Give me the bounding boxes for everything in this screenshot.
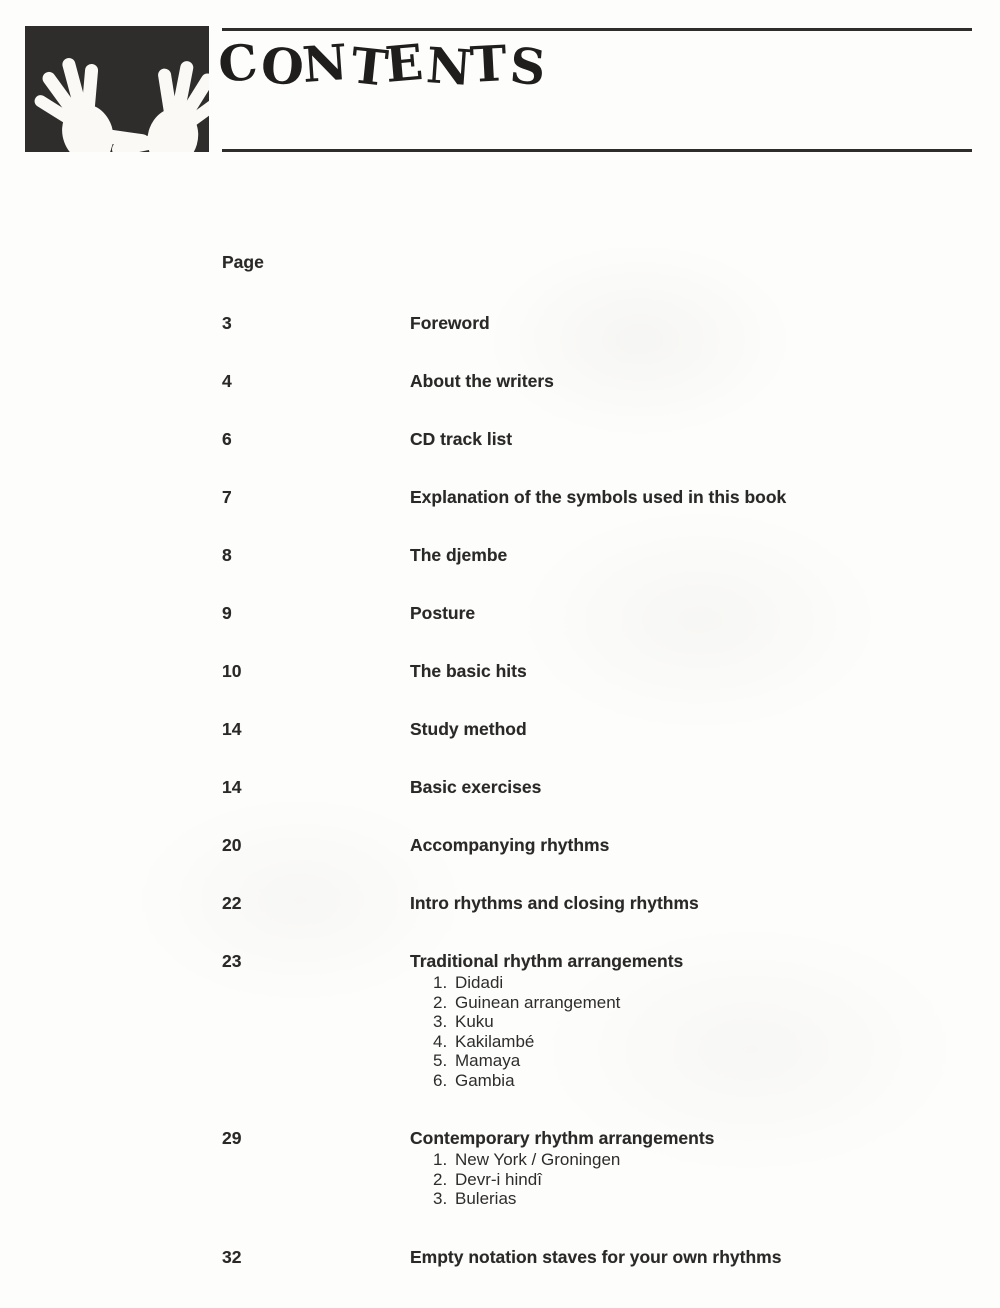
toc-entry [222, 719, 967, 739]
toc-entry-title: Traditional rhythm arrangements [410, 951, 684, 971]
toc-entry-body [410, 661, 967, 681]
page-title-graphic [215, 32, 550, 98]
toc-entry-title: Intro rhythms and closing rhythms [410, 893, 699, 913]
header-rule-bottom [222, 149, 972, 152]
toc-entry-body [410, 1247, 967, 1267]
toc-sub-item-title: Gambia [455, 1070, 515, 1090]
toc-entry-body [410, 951, 967, 1090]
toc-list [222, 313, 967, 1267]
toc-entry [222, 777, 967, 797]
toc-sub-item-title: Guinean arrangement [455, 992, 621, 1012]
toc-page-number: 20 [222, 835, 242, 855]
toc-sub-item-number: 2. [433, 1169, 448, 1189]
page-title: CONTENTS [215, 32, 549, 98]
toc-entry-title: Contemporary rhythm arrangements [410, 1128, 715, 1148]
toc-page-number: 32 [222, 1246, 242, 1267]
toc-entry-body [410, 893, 967, 913]
toc-sub-item-number: 1. [433, 973, 448, 992]
toc-entry-title: About the writers [410, 371, 554, 391]
hands-logo [25, 26, 209, 152]
toc-entry-body [410, 603, 967, 623]
toc-sub-item [433, 1012, 967, 1032]
toc-entry-body [410, 835, 967, 855]
toc-sub-item [433, 1051, 967, 1071]
toc-sub-item-title: Devr-i hindî [455, 1169, 542, 1189]
toc-sub-item-title: Kuku [455, 1012, 494, 1031]
toc-page-number: 3 [222, 313, 232, 333]
toc-sub-item [433, 1189, 967, 1209]
table-of-contents [222, 252, 967, 1305]
toc-sub-list [410, 1150, 967, 1209]
toc-entry-title: The djembe [410, 545, 508, 565]
toc-entry [222, 487, 967, 507]
toc-sub-item-title: New York / Groningen [455, 1150, 621, 1169]
toc-page-number: 10 [222, 661, 242, 681]
toc-page-number: 8 [222, 545, 232, 565]
toc-entry-title: Basic exercises [410, 777, 542, 797]
toc-entry-title: The basic hits [410, 661, 527, 681]
toc-sub-item [433, 1071, 967, 1091]
toc-entry-title: Empty notation staves for your own rhythms [410, 1246, 782, 1267]
toc-entry-title: Foreword [410, 313, 490, 333]
toc-entry [222, 313, 967, 333]
page-column-header: Page [222, 252, 264, 272]
toc-sub-item-number: 4. [433, 1031, 448, 1051]
toc-entry [222, 1247, 967, 1267]
toc-page-number: 4 [222, 371, 232, 391]
toc-sub-item [433, 1032, 967, 1052]
hands-logo-graphic [25, 26, 209, 152]
toc-entry [222, 951, 967, 1090]
toc-page-number: 23 [222, 951, 242, 971]
toc-entry-title: CD track list [410, 429, 513, 449]
toc-sub-item [433, 1170, 967, 1190]
toc-entry-body [410, 545, 967, 565]
toc-entry-title: Study method [410, 719, 527, 739]
toc-sub-item-number: 3. [433, 1012, 448, 1031]
toc-entry [222, 1128, 967, 1209]
toc-entry-title: Explanation of the symbols used in this book [410, 487, 787, 507]
toc-sub-item-title: Kakilambé [455, 1031, 535, 1051]
toc-entry [222, 661, 967, 681]
toc-entry [222, 835, 967, 855]
toc-sub-item-number: 5. [433, 1051, 448, 1070]
toc-page-number: 29 [222, 1128, 242, 1148]
header-rule-top [222, 28, 972, 31]
toc-sub-item-number: 6. [433, 1070, 448, 1090]
toc-page-number: 6 [222, 429, 232, 449]
toc-sub-item-title: Bulerias [455, 1189, 517, 1208]
toc-sub-item-number: 1. [433, 1150, 448, 1169]
toc-sub-item-number: 2. [433, 992, 448, 1012]
toc-entry-body [410, 429, 967, 449]
toc-entry-body [410, 777, 967, 797]
toc-sub-item [433, 973, 967, 993]
toc-page-number: 22 [222, 893, 242, 913]
toc-sub-item [433, 1150, 967, 1170]
toc-sub-item-title: Mamaya [455, 1051, 521, 1070]
toc-entry-title: Posture [410, 603, 476, 623]
toc-entry-body [410, 487, 967, 507]
toc-entry-title: Accompanying rhythms [410, 835, 610, 855]
toc-entry [222, 893, 967, 913]
toc-page-number: 9 [222, 603, 232, 623]
toc-entry-body [410, 371, 967, 391]
toc-entry-body [410, 719, 967, 739]
toc-entry [222, 603, 967, 623]
toc-entry-body [410, 1128, 967, 1209]
toc-entry-body [410, 313, 967, 333]
toc-sub-list [410, 973, 967, 1090]
toc-entry [222, 545, 967, 565]
toc-entry [222, 371, 967, 391]
toc-sub-item [433, 993, 967, 1013]
toc-entry [222, 429, 967, 449]
toc-page-number: 14 [222, 719, 242, 739]
toc-page-number: 14 [222, 777, 242, 797]
toc-sub-item-number: 3. [433, 1189, 448, 1208]
toc-sub-item-title: Didadi [455, 973, 504, 992]
toc-page-number: 7 [222, 487, 232, 507]
